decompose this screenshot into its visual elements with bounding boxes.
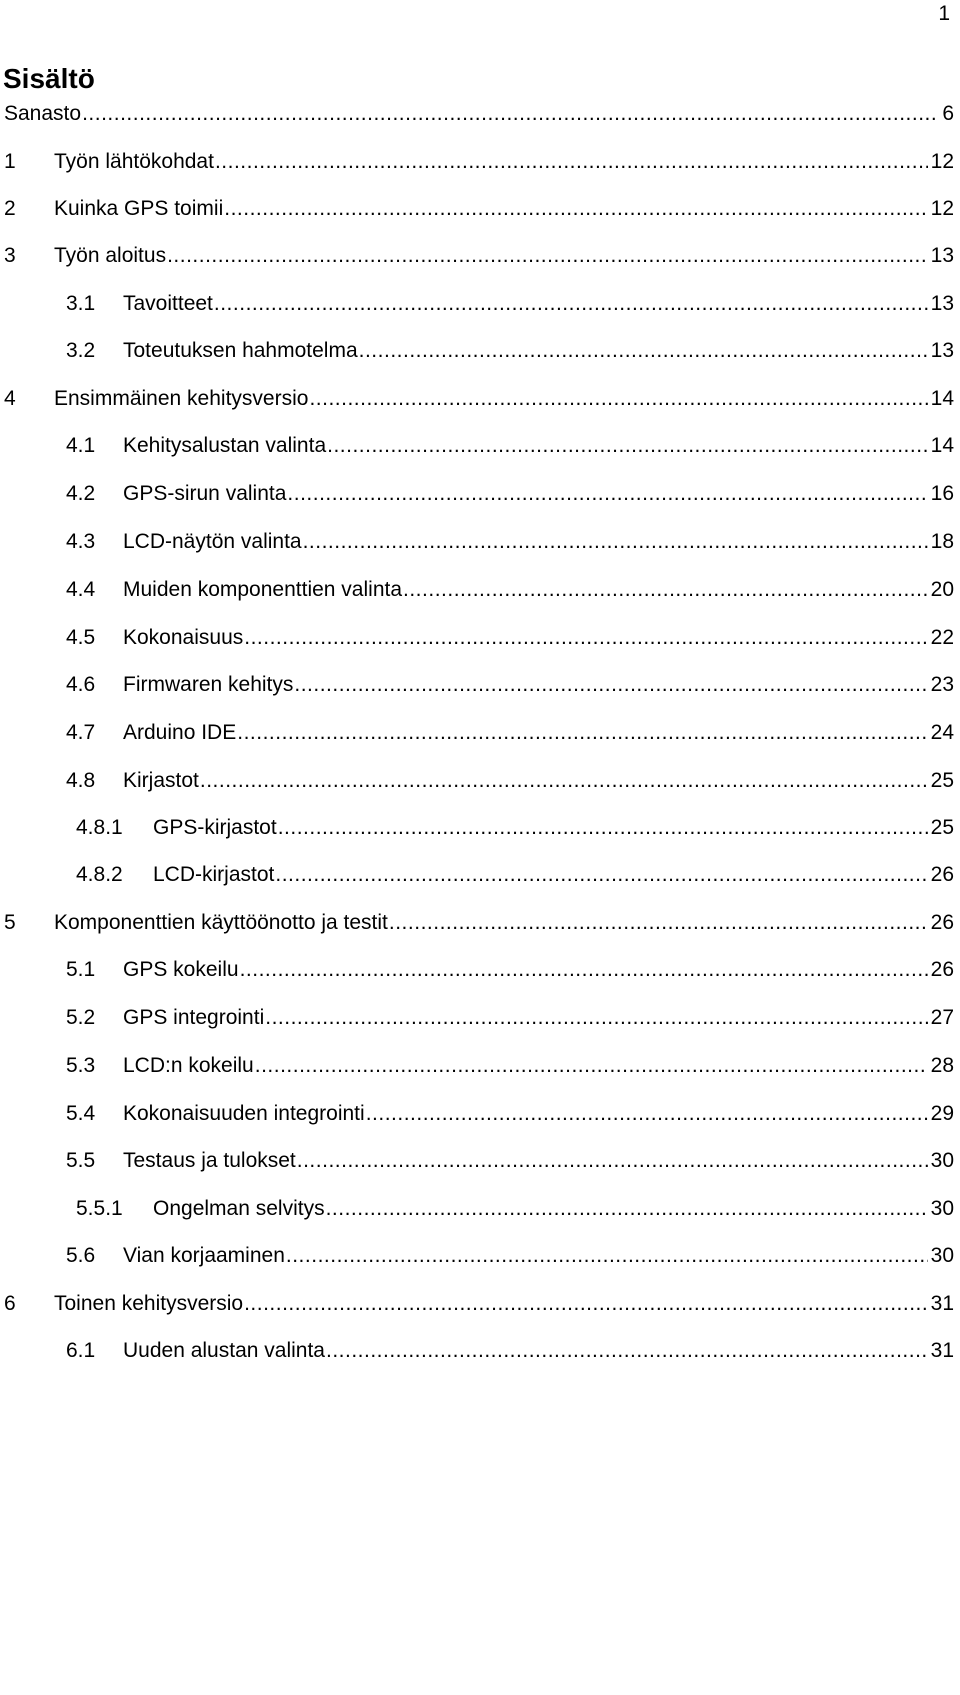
toc-entry-number: 5.1 (66, 958, 96, 981)
toc-entry-title: Toinen kehitysversio (54, 1292, 244, 1315)
toc-dot-leader (403, 577, 928, 603)
toc-entry[interactable] (66, 672, 954, 698)
toc-entry-page: 14 (930, 387, 954, 410)
toc-entry-title: Työn lähtökohdat (54, 150, 214, 173)
toc-dot-leader (265, 1005, 927, 1031)
toc-entry[interactable] (4, 386, 954, 412)
toc-entry[interactable] (66, 1338, 954, 1364)
toc-entry-page: 20 (930, 578, 954, 601)
toc-entry-page: 12 (930, 197, 954, 220)
toc-entry-title: Toteutuksen hahmotelma (123, 339, 358, 362)
toc-entry[interactable] (66, 1148, 954, 1174)
toc-entry-number: 4.2 (66, 482, 96, 505)
toc-entry-page: 30 (930, 1244, 954, 1267)
toc-entry-sanasto[interactable] (4, 101, 954, 127)
toc-entry-number: 5.5.1 (76, 1197, 123, 1220)
toc-entry-page: 13 (930, 244, 954, 267)
toc-entry[interactable] (66, 529, 954, 555)
toc-entry-title: LCD-näytön valinta (123, 530, 302, 553)
toc-entry-number: 4.8.1 (76, 816, 123, 839)
toc-entry-title: Vian korjaaminen (123, 1244, 285, 1267)
toc-entry[interactable] (66, 1053, 954, 1079)
toc-entry-page: 14 (930, 434, 954, 457)
toc-entry-number: 4.3 (66, 530, 96, 553)
toc-entry-page: 25 (930, 769, 954, 792)
toc-dot-leader (359, 338, 928, 364)
toc-dot-leader (326, 1338, 928, 1364)
toc-entry-page: 30 (930, 1149, 954, 1172)
toc-entry-title: Muiden komponenttien valinta (123, 578, 403, 601)
toc-entry[interactable] (66, 577, 954, 603)
toc-entry[interactable] (4, 149, 954, 175)
toc-entry-title: LCD:n kokeilu (123, 1054, 254, 1077)
toc-entry-page: 30 (930, 1197, 954, 1220)
toc-entry-page: 27 (930, 1006, 954, 1029)
toc-entry-title: Kuinka GPS toimii (54, 197, 224, 220)
toc-entry-page: 13 (930, 292, 954, 315)
toc-entry[interactable] (66, 1005, 954, 1031)
toc-entry[interactable] (76, 815, 954, 841)
toc-entry-title: Työn aloitus (54, 244, 167, 267)
toc-entry-title: Kehitysalustan valinta (123, 434, 327, 457)
toc-dot-leader (286, 1243, 928, 1269)
toc-dot-leader (237, 720, 927, 746)
toc-entry-number: 4.5 (66, 626, 96, 649)
toc-entry-title: Sanasto (4, 102, 82, 125)
toc-entry-number: 4.8.2 (76, 863, 123, 886)
toc-entry-title: GPS integrointi (123, 1006, 265, 1029)
toc-entry-title: Komponenttien käyttöönotto ja testit (54, 911, 388, 934)
toc-dot-leader (309, 386, 927, 412)
toc-dot-leader (167, 243, 928, 269)
toc-entry-title: GPS-kirjastot (153, 816, 277, 839)
toc-entry-title: Uuden alustan valinta (123, 1339, 325, 1362)
toc-entry-number: 4.1 (66, 434, 96, 457)
toc-entry-page: 24 (930, 721, 954, 744)
toc-dot-leader (200, 768, 928, 794)
toc-entry-title: Ensimmäinen kehitysversio (54, 387, 309, 410)
toc-entry-number: 5 (4, 911, 16, 934)
toc-entry[interactable] (66, 338, 954, 364)
toc-entry[interactable] (66, 1101, 954, 1127)
toc-entry-number: 5.3 (66, 1054, 96, 1077)
toc-dot-leader (244, 625, 927, 651)
toc-entry-number: 3 (4, 244, 16, 267)
toc-entry[interactable] (76, 862, 954, 888)
toc-entry[interactable] (66, 720, 954, 746)
toc-entry-number: 4 (4, 387, 16, 410)
toc-entry-number: 5.5 (66, 1149, 96, 1172)
toc-entry-number: 5.2 (66, 1006, 96, 1029)
toc-entry-page: 26 (930, 958, 954, 981)
toc-dot-leader (275, 862, 927, 888)
toc-entry[interactable] (4, 196, 954, 222)
toc-dot-leader (287, 481, 927, 507)
toc-entry[interactable] (66, 957, 954, 983)
toc-entry[interactable] (66, 1243, 954, 1269)
toc-entry-number: 5.4 (66, 1102, 96, 1125)
toc-dot-leader (214, 291, 928, 317)
toc-entry-page: 12 (930, 150, 954, 173)
toc-heading: Sisältö (3, 63, 95, 94)
toc-entry-page: 22 (930, 626, 954, 649)
toc-dot-leader (240, 957, 928, 983)
toc-entry-number: 4.6 (66, 673, 96, 696)
toc-entry[interactable] (4, 243, 954, 269)
toc-dot-leader (82, 101, 939, 127)
page-number: 1 (938, 2, 950, 25)
toc-entry-page: 23 (930, 673, 954, 696)
toc-entry-number: 3.2 (66, 339, 96, 362)
toc-entry-number: 4.8 (66, 769, 96, 792)
toc-entry-title: Kirjastot (123, 769, 199, 792)
toc-entry-page: 29 (930, 1102, 954, 1125)
toc-entry-page: 25 (930, 816, 954, 839)
toc-entry-number: 2 (4, 197, 16, 220)
toc-entry-title: Kokonaisuuden integrointi (123, 1102, 365, 1125)
toc-entry-title: GPS kokeilu (123, 958, 239, 981)
toc-entry-page: 26 (930, 911, 954, 934)
toc-entry[interactable] (66, 291, 954, 317)
toc-dot-leader (294, 672, 927, 698)
toc-entry[interactable] (66, 768, 954, 794)
toc-dot-leader (327, 433, 928, 459)
toc-entry-title: GPS-sirun valinta (123, 482, 287, 505)
toc-entry-title: Testaus ja tulokset (123, 1149, 296, 1172)
toc-entry[interactable] (66, 481, 954, 507)
toc-entry-page: 18 (930, 530, 954, 553)
toc-dot-leader (215, 149, 928, 175)
toc-entry-title: LCD-kirjastot (153, 863, 275, 886)
toc-dot-leader (278, 815, 928, 841)
toc-entry[interactable] (76, 1196, 954, 1222)
toc-entry-page: 6 (942, 102, 954, 125)
toc-dot-leader (389, 910, 928, 936)
toc-entry-page: 31 (930, 1292, 954, 1315)
toc-dot-leader (366, 1101, 928, 1127)
toc-dot-leader (255, 1053, 928, 1079)
toc-dot-leader (303, 529, 928, 555)
toc-entry-number: 4.7 (66, 721, 96, 744)
toc-entry-number: 3.1 (66, 292, 96, 315)
toc-entry[interactable] (66, 433, 954, 459)
toc-entry-page: 13 (930, 339, 954, 362)
toc-entry-number: 5.6 (66, 1244, 96, 1267)
toc-entry-number: 6.1 (66, 1339, 96, 1362)
toc-dot-leader (224, 196, 927, 222)
toc-entry-title: Arduino IDE (123, 721, 237, 744)
toc-entry-number: 6 (4, 1292, 16, 1315)
toc-entry-page: 31 (930, 1339, 954, 1362)
toc-entry-title: Kokonaisuus (123, 626, 244, 649)
toc-dot-leader (244, 1291, 928, 1317)
toc-entry-number: 1 (4, 150, 16, 173)
toc-entry[interactable] (4, 1291, 954, 1317)
toc-entry-page: 16 (930, 482, 954, 505)
toc-entry[interactable] (4, 910, 954, 936)
toc-entry-page: 26 (930, 863, 954, 886)
toc-dot-leader (297, 1148, 928, 1174)
toc-entry-title: Ongelman selvitys (153, 1197, 325, 1220)
toc-entry-title: Tavoitteet (123, 292, 213, 315)
toc-entry-number: 4.4 (66, 578, 96, 601)
toc-dot-leader (326, 1196, 928, 1222)
toc-entry-page: 28 (930, 1054, 954, 1077)
toc-entry-title: Firmwaren kehitys (123, 673, 294, 696)
toc-entry[interactable] (66, 625, 954, 651)
